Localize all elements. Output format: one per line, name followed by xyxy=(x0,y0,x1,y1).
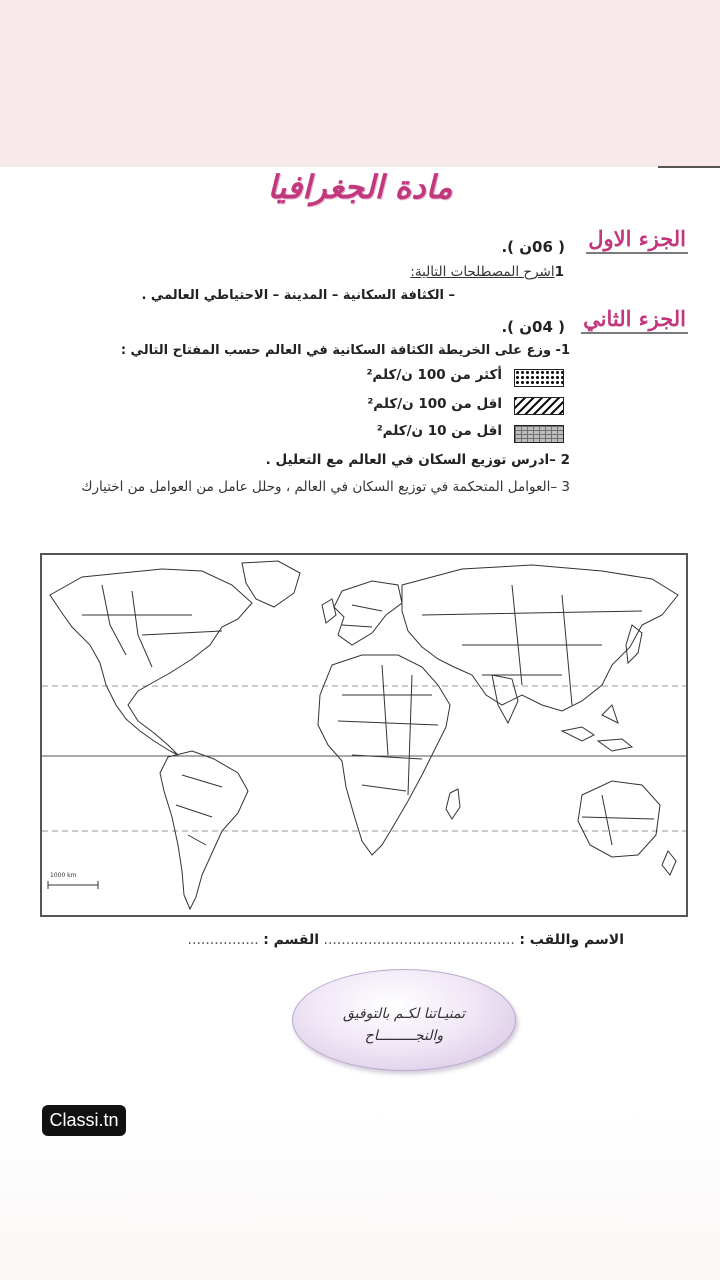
student-info-line xyxy=(188,932,624,948)
legend-label-sparse: اقل من 10 ن/كلم² xyxy=(376,423,502,439)
wish-line-1: تمنيـاتنا لكـم بالتوفيق xyxy=(343,1006,465,1022)
top-background-band xyxy=(0,0,720,167)
part-two-question-2: 2 –ادرس توزيع السكان في العالم مع التعليل . xyxy=(265,452,570,468)
document-title: مادة الجغرافيا xyxy=(267,168,453,206)
part-two-score: ( 04ن ). xyxy=(501,318,565,336)
classi-watermark-badge: Classi.tn xyxy=(42,1105,126,1136)
name-field[interactable]: ........................................... xyxy=(323,932,515,948)
question-number: 1 xyxy=(554,264,564,280)
legend-label-medium: اقل من 100 ن/كلم² xyxy=(367,396,502,412)
good-luck-ellipse xyxy=(292,969,516,1071)
legend-swatch-dots xyxy=(514,369,564,387)
part-one-terms: – الكثافة السكانية – المدينة – الاحتياطي العالمي . xyxy=(141,288,455,303)
world-map xyxy=(40,553,688,917)
part-one-heading: الجزء الاول xyxy=(586,226,688,254)
section-label: القسم : xyxy=(263,932,320,948)
part-one-question xyxy=(410,264,564,280)
name-label: الاسم واللقب : xyxy=(519,932,624,948)
part-two-question-1: 1- وزع على الخريطة الكثافة السكانية في العالم حسب المفتاح التالي : xyxy=(120,343,570,358)
section-field[interactable]: ................ xyxy=(187,932,259,948)
part-one-score: ( 06ن ). xyxy=(501,238,565,256)
part-two-heading: الجزء الثاني xyxy=(581,306,688,334)
question-text: اشرح المصطلحات التالية: xyxy=(410,264,555,280)
legend-swatch-hatch xyxy=(514,397,564,415)
world-map-drawing xyxy=(42,555,686,915)
wish-line-2: والنجـــــــــاح xyxy=(364,1028,444,1044)
part-two-question-3: 3 –العوامل المتحكمة في توزيع السكان في العالم ، وحلل عامل من العوامل من اختيارك xyxy=(81,479,570,495)
legend-label-dense: أكثر من 100 ن/كلم² xyxy=(366,367,502,383)
legend-swatch-brick xyxy=(514,425,564,443)
map-scale-label: 1000 km xyxy=(50,872,77,879)
